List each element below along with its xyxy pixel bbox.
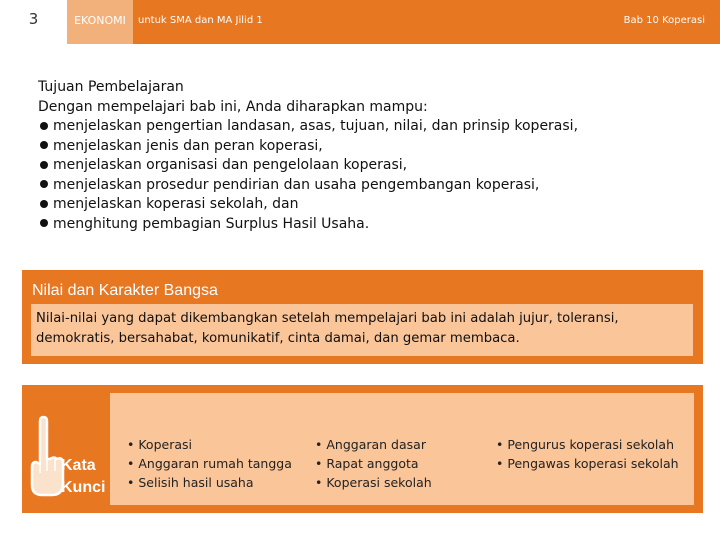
list-item: • Pengurus koperasi sekolah (496, 435, 679, 454)
list-item (38, 195, 678, 215)
objectives-intro: Dengan mempelajari bab ini, Anda diharapkan mampu: (38, 98, 428, 115)
bullet-icon (40, 200, 48, 208)
keywords-section (22, 385, 703, 513)
keywords-column-1 (127, 435, 292, 492)
header-bar (0, 0, 720, 44)
chapter-title: Bab 10 Koperasi (623, 15, 705, 26)
list-item: • Rapat anggota (315, 454, 432, 473)
list-item (38, 156, 678, 176)
keywords-column-2 (315, 435, 432, 492)
page-number: 3 (28, 10, 39, 28)
list-item: • Anggaran dasar (315, 435, 432, 454)
subject-label: EKONOMI (74, 14, 126, 27)
objective-text: menjelaskan organisasi dan pengelolaan koperasi, (53, 157, 408, 173)
list-item: • Anggaran rumah tangga (127, 454, 292, 473)
list-item: • Pengawas koperasi sekolah (496, 454, 679, 473)
values-title: Nilai dan Karakter Bangsa (32, 282, 218, 299)
pointing-hand-icon (26, 415, 66, 501)
list-item: • Koperasi (127, 435, 292, 454)
keywords-label (61, 455, 105, 499)
bullet-icon (40, 161, 48, 169)
objectives-heading: Tujuan Pembelajaran (38, 79, 184, 95)
bullet-icon (40, 141, 48, 149)
list-item: • Selisih hasil usaha (127, 473, 292, 492)
learning-objectives (38, 78, 678, 234)
keywords-panel (110, 393, 694, 505)
objective-text: menjelaskan jenis dan peran koperasi, (53, 137, 323, 154)
objective-text: menjelaskan koperasi sekolah, dan (53, 196, 299, 212)
bullet-icon (40, 180, 48, 188)
list-item (38, 117, 678, 137)
list-item (38, 137, 678, 157)
objective-text: menjelaskan pengertian landasan, asas, tujuan, nilai, dan prinsip koperasi, (53, 118, 579, 134)
list-item (38, 215, 678, 235)
objective-text: menjelaskan prosedur pendirian dan usaha pengembangan koperasi, (53, 176, 540, 193)
page-number-box (0, 0, 67, 44)
keywords-label-line2: Kunci (61, 479, 106, 496)
book-title: untuk SMA dan MA Jilid 1 (138, 15, 263, 26)
keywords-column-3 (496, 435, 679, 473)
subject-tab (67, 0, 133, 44)
list-item: • Koperasi sekolah (315, 473, 432, 492)
list-item (38, 176, 678, 196)
keywords-label-line1: Kata (61, 457, 96, 474)
values-section (22, 270, 703, 364)
objectives-list (38, 117, 678, 234)
bullet-icon (40, 219, 48, 227)
objective-text: menghitung pembagian Surplus Hasil Usaha. (53, 215, 370, 232)
values-body: Nilai-nilai yang dapat dikembangkan setelah mempelajari bab ini adalah jujur, toleransi, demokratis, bersahabat, komunikatif, cinta damai, dan gemar membaca. (31, 304, 693, 356)
bullet-icon (40, 122, 48, 130)
